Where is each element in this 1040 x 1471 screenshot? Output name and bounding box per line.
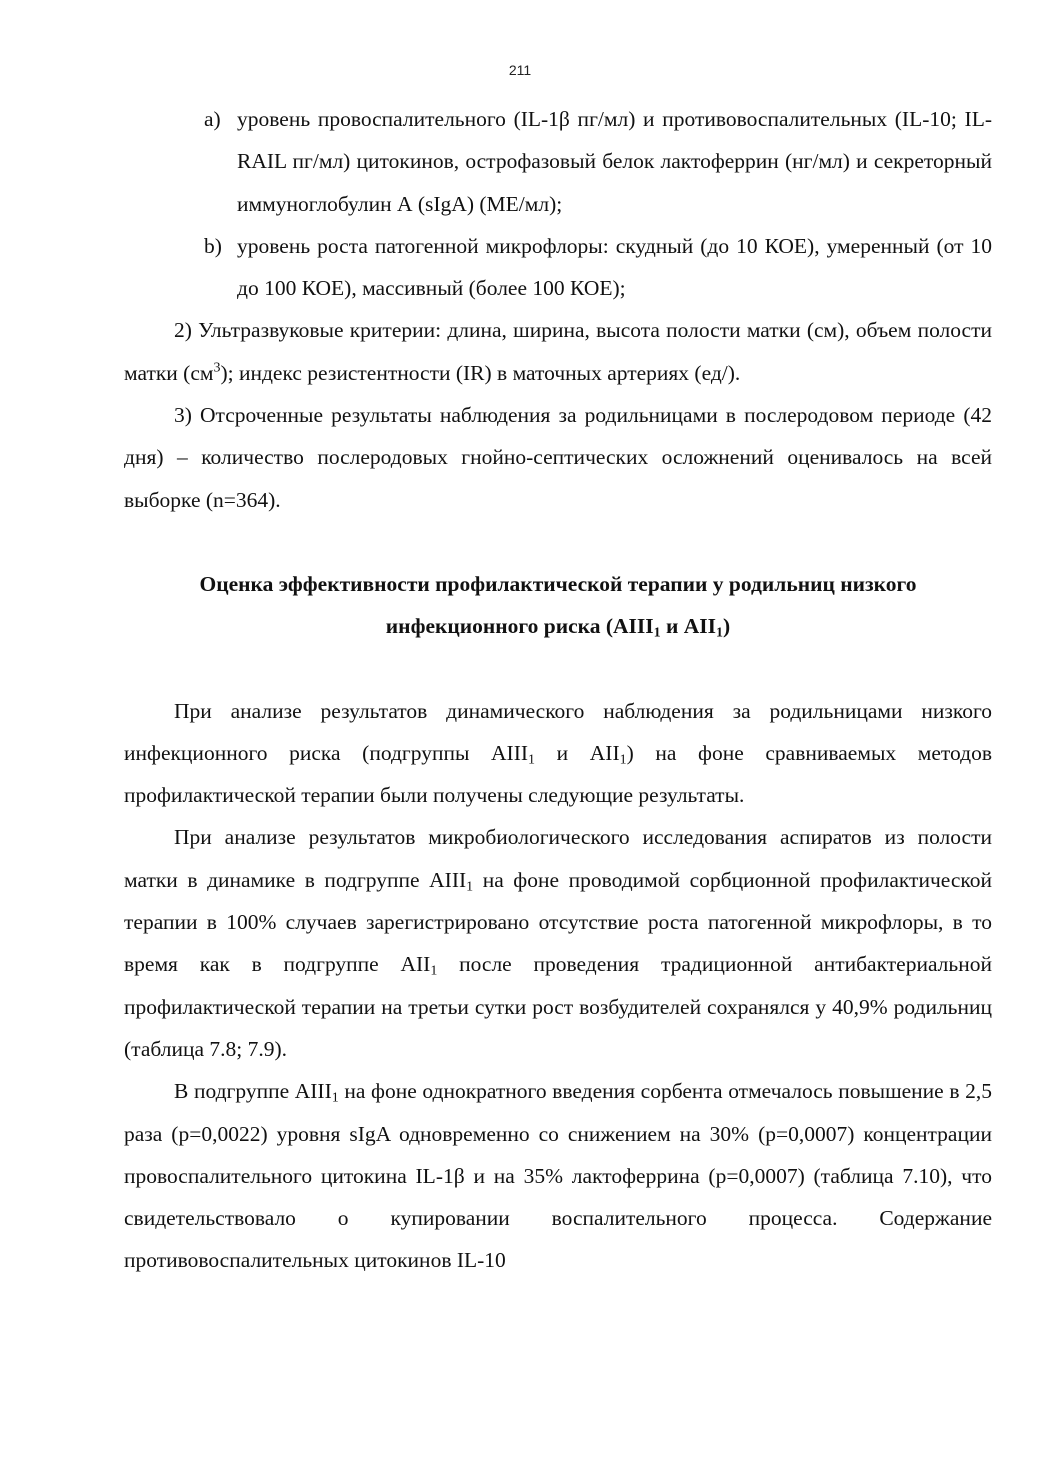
paragraph-sorbent-effect: В подгруппе $AIII_1$ на фоне однократного введения сорбента отмечалось повышение в 2,5 раза (p=0,0022) уровня sIgA одновременно со снижением на 30% (p=0,0007) концентрации провоспалительного цитокина IL-1β и на 35% лактоферрина (p=0,0007) (таблица 7.10), что свидетельствовало о купировании воспалительного процесса. Содержание противовоспалительных цитокинов IL-10: [124, 1079, 993, 1273]
paragraph-delayed-results: 3) Отсроченные результаты наблюдения за родильницами в послеродовом периоде (42 дня) – количество послеродовых гнойно-септических осложнений оценивалось на всей выборке (n=364).: [124, 403, 992, 512]
paragraph-dynamic-observation: При анализе результатов динамического наблюдения за родильницами низкого инфекционного риска (подгруппы $AIII_1$ и $AII_1$) на фоне сравниваемых методов профилактической терапии были получены следующие результаты.: [124, 698, 992, 808]
superscript: 3: [213, 360, 221, 376]
page-number: 211: [508, 62, 532, 78]
subscript: 1: [331, 1090, 339, 1106]
subscript: 1: [716, 625, 724, 641]
subscript: 1: [653, 625, 661, 641]
subscript: 1: [466, 879, 474, 895]
list-item-text: уровень роста патогенной микрофлоры: скудный (до 10 КОЕ), умеренный (от 10 до 100 КОЕ), массивный (более 100 КОЕ);: [237, 233, 992, 301]
list-item-a: [204, 98, 992, 225]
document-body: [124, 98, 992, 1282]
list-marker: a): [204, 107, 221, 131]
paragraph-ultrasound-criteria: [124, 309, 992, 394]
heading-line-1: Оценка эффективности профилактической терапии у родильниц низкого: [199, 571, 917, 596]
list-item-b: [204, 225, 992, 310]
subscript: 1: [430, 963, 438, 979]
section-heading: [124, 563, 992, 648]
paragraph-microbiology: При анализе результатов микробиологического исследования аспиратов из полости матки в динамике в подгруппе $AIII_1$ на фоне проводимой сорбционной профилактической терапии в 100% случаев зарегистрировано отсутствие роста патогенной микрофлоры, в то время как в подгруппе $AII_1$ после проведения традиционной антибактериальной профилактической терапии на третьи сутки рост возбудителей сохранялся у 40,9% родильниц (таблица 7.8; 7.9).: [124, 825, 992, 1061]
subscript: 1: [528, 752, 536, 768]
subscript: 1: [619, 752, 627, 768]
list-item-text: уровень провоспалительного (IL-1β пг/мл) и противовоспалительных (IL-10; IL-RAIL пг/мл) цитокинов, острофазовый белок лактоферрин (нг/мл) и секреторный иммуноглобулин А (sIgA) (МЕ/мл);: [237, 107, 992, 216]
heading-line-2: инфекционного риска ($AIII_1$ и $AII_1$): [385, 614, 731, 641]
text-run: 2) Ультразвуковые критерии: длина, ширина, высота полости матки (см), объем полости матки (см: [124, 318, 992, 385]
list-marker: b): [204, 233, 222, 258]
text-run: ); индекс резистентности (IR) в маточных артериях (ед/).: [220, 360, 741, 385]
